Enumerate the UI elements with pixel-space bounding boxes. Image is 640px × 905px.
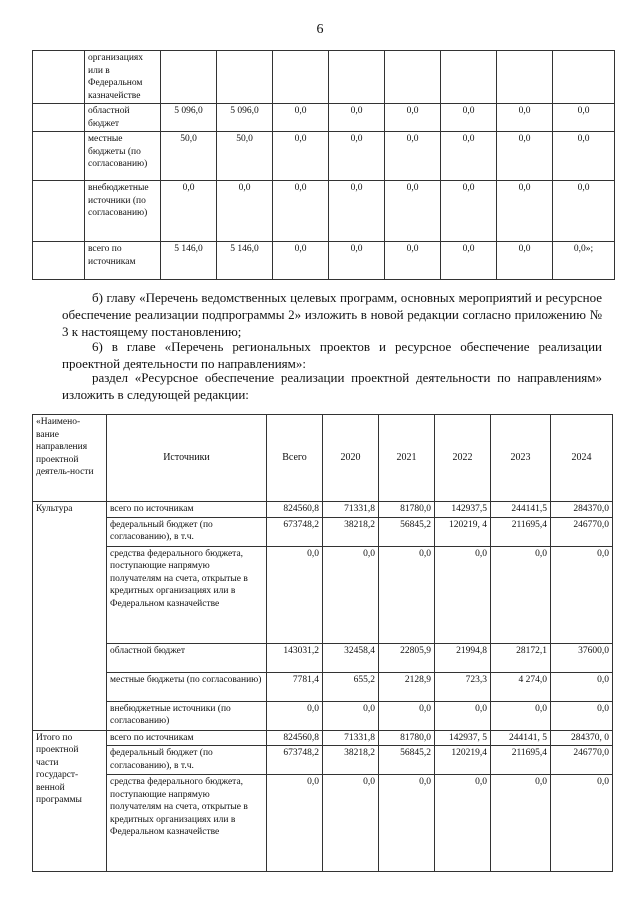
value-cell: 0,0 [551, 672, 613, 701]
value-cell: 0,0 [329, 132, 385, 181]
value-cell: 0,0 [491, 546, 551, 643]
empty-cell [33, 51, 85, 104]
value-cell: 28172,1 [491, 643, 551, 672]
value-cell: 0,0 [329, 181, 385, 242]
paragraph-razdel-text: раздел «Ресурсное обеспечение реализации проектной деятельности по направлениям» изложить в следующей редакции: [62, 370, 602, 402]
value-cell: 0,0»; [553, 242, 615, 280]
value-cell: 142937,5 [435, 502, 491, 518]
value-cell: 0,0 [329, 104, 385, 132]
value-cell [497, 51, 553, 104]
table-row [33, 546, 613, 643]
table-row [33, 701, 613, 730]
value-cell: 0,0 [497, 104, 553, 132]
value-cell: 0,0 [267, 546, 323, 643]
value-cell: 0,0 [329, 242, 385, 280]
value-cell [553, 51, 615, 104]
value-cell: 673748,2 [267, 746, 323, 775]
value-cell: 56845,2 [379, 746, 435, 775]
header-year-2024: 2024 [551, 415, 613, 502]
source-label: всего по источникам [107, 730, 267, 746]
empty-cell [33, 104, 85, 132]
value-cell: 0,0 [551, 546, 613, 643]
table-row [33, 730, 613, 746]
value-cell: 71331,8 [323, 502, 379, 518]
value-cell: 120219, 4 [435, 517, 491, 546]
value-cell: 0,0 [273, 104, 329, 132]
source-label: внебюджетные источники (по согласованию) [85, 181, 161, 242]
value-cell [441, 51, 497, 104]
source-label: областной бюджет [85, 104, 161, 132]
source-label: средства федерального бюджета, поступающие напрямую получателям на счета, открытые в кредитных организациях или в Федеральном казначействе [107, 775, 267, 872]
value-cell: 0,0 [441, 132, 497, 181]
source-label: организациях или в Федеральном казначействе [85, 51, 161, 104]
value-cell: 0,0 [553, 181, 615, 242]
value-cell: 0,0 [435, 701, 491, 730]
paragraph-b [62, 289, 602, 340]
empty-cell [33, 181, 85, 242]
value-cell: 5 146,0 [217, 242, 273, 280]
table-row [33, 775, 613, 872]
value-cell: 2128,9 [379, 672, 435, 701]
value-cell: 38218,2 [323, 517, 379, 546]
source-label: внебюджетные источники (по согласованию) [107, 701, 267, 730]
value-cell: 244141,5 [491, 502, 551, 518]
paragraph-6 [62, 338, 602, 372]
value-cell: 0,0 [497, 132, 553, 181]
value-cell: 0,0 [385, 132, 441, 181]
value-cell: 81780,0 [379, 502, 435, 518]
table-row [33, 517, 613, 546]
table-row [33, 502, 613, 518]
value-cell: 0,0 [379, 546, 435, 643]
value-cell: 56845,2 [379, 517, 435, 546]
value-cell: 0,0 [553, 104, 615, 132]
value-cell: 37600,0 [551, 643, 613, 672]
source-label: средства федерального бюджета, поступающие напрямую получателям на счета, открытые в кредитных организациях или в Федеральном казначействе [107, 546, 267, 643]
source-label: всего по источникам [107, 502, 267, 518]
value-cell: 673748,2 [267, 517, 323, 546]
source-label: федеральный бюджет (по согласованию), в т.ч. [107, 517, 267, 546]
value-cell: 284370, 0 [551, 730, 613, 746]
header-direction: «Наимено-вание направления проектной деятель-ности [33, 415, 107, 502]
value-cell: 246770,0 [551, 517, 613, 546]
value-cell: 246770,0 [551, 746, 613, 775]
table-row [33, 242, 615, 280]
value-cell: 0,0 [217, 181, 273, 242]
value-cell: 0,0 [161, 181, 217, 242]
source-label: местные бюджеты (по согласованию) [85, 132, 161, 181]
header-year-2020: 2020 [323, 415, 379, 502]
value-cell: 244141, 5 [491, 730, 551, 746]
value-cell: 0,0 [379, 775, 435, 872]
value-cell: 120219,4 [435, 746, 491, 775]
value-cell: 0,0 [497, 181, 553, 242]
empty-cell [33, 242, 85, 280]
direction-name: Итого по проектной части государст-венной программы [33, 730, 107, 872]
value-cell: 0,0 [323, 775, 379, 872]
value-cell: 0,0 [385, 104, 441, 132]
value-cell: 0,0 [267, 775, 323, 872]
value-cell: 824560,8 [267, 502, 323, 518]
value-cell: 5 096,0 [161, 104, 217, 132]
value-cell [161, 51, 217, 104]
value-cell: 723,3 [435, 672, 491, 701]
header-year-2022: 2022 [435, 415, 491, 502]
value-cell: 22805,9 [379, 643, 435, 672]
value-cell: 0,0 [441, 242, 497, 280]
table-row [33, 104, 615, 132]
value-cell: 0,0 [553, 132, 615, 181]
value-cell: 0,0 [435, 546, 491, 643]
value-cell: 50,0 [217, 132, 273, 181]
paragraph-razdel [62, 369, 602, 403]
value-cell: 211695,4 [491, 746, 551, 775]
table-row [33, 51, 615, 104]
table-row [33, 181, 615, 242]
value-cell: 71331,8 [323, 730, 379, 746]
empty-cell [33, 132, 85, 181]
value-cell [273, 51, 329, 104]
value-cell: 143031,2 [267, 643, 323, 672]
value-cell: 0,0 [441, 181, 497, 242]
value-cell: 211695,4 [491, 517, 551, 546]
project-funding-table [32, 414, 613, 872]
value-cell: 0,0 [323, 701, 379, 730]
paragraph-b-text: б) главу «Перечень ведомственных целевых программ, основных мероприятий и ресурсное обеспечение реализации подпрограммы 2» изложить в новой редакции согласно приложению № 3 к настоящему постановлению; [62, 290, 602, 339]
value-cell: 0,0 [267, 701, 323, 730]
source-label: федеральный бюджет (по согласованию), в т.ч. [107, 746, 267, 775]
value-cell: 0,0 [491, 775, 551, 872]
funding-table-continued [32, 50, 615, 280]
value-cell: 50,0 [161, 132, 217, 181]
header-year-2021: 2021 [379, 415, 435, 502]
value-cell: 38218,2 [323, 746, 379, 775]
value-cell [385, 51, 441, 104]
value-cell: 0,0 [385, 242, 441, 280]
header-total: Всего [267, 415, 323, 502]
value-cell [217, 51, 273, 104]
value-cell: 0,0 [273, 181, 329, 242]
value-cell: 81780,0 [379, 730, 435, 746]
table-row [33, 672, 613, 701]
header-year-2023: 2023 [491, 415, 551, 502]
source-label: всего по источникам [85, 242, 161, 280]
value-cell: 0,0 [435, 775, 491, 872]
value-cell: 0,0 [385, 181, 441, 242]
value-cell: 4 274,0 [491, 672, 551, 701]
direction-name: Культура [33, 502, 107, 731]
value-cell: 0,0 [497, 242, 553, 280]
source-label: местные бюджеты (по согласованию) [107, 672, 267, 701]
value-cell: 284370,0 [551, 502, 613, 518]
value-cell [329, 51, 385, 104]
value-cell: 0,0 [551, 775, 613, 872]
value-cell: 142937, 5 [435, 730, 491, 746]
value-cell: 5 096,0 [217, 104, 273, 132]
value-cell: 655,2 [323, 672, 379, 701]
value-cell: 0,0 [441, 104, 497, 132]
value-cell: 0,0 [491, 701, 551, 730]
value-cell: 0,0 [379, 701, 435, 730]
value-cell: 7781,4 [267, 672, 323, 701]
paragraph-6-text: 6) в главе «Перечень региональных проектов и ресурсное обеспечение реализации проектной деятельности по направлениям»: [62, 339, 602, 371]
value-cell: 21994,8 [435, 643, 491, 672]
value-cell: 0,0 [323, 546, 379, 643]
value-cell: 0,0 [273, 242, 329, 280]
header-sources: Источники [107, 415, 267, 502]
value-cell: 32458,4 [323, 643, 379, 672]
table-row [33, 132, 615, 181]
value-cell: 824560,8 [267, 730, 323, 746]
table-header-row [33, 415, 613, 502]
source-label: областной бюджет [107, 643, 267, 672]
table-row [33, 643, 613, 672]
table-row [33, 746, 613, 775]
value-cell: 5 146,0 [161, 242, 217, 280]
value-cell: 0,0 [273, 132, 329, 181]
page-number: 6 [316, 22, 324, 37]
value-cell: 0,0 [551, 701, 613, 730]
